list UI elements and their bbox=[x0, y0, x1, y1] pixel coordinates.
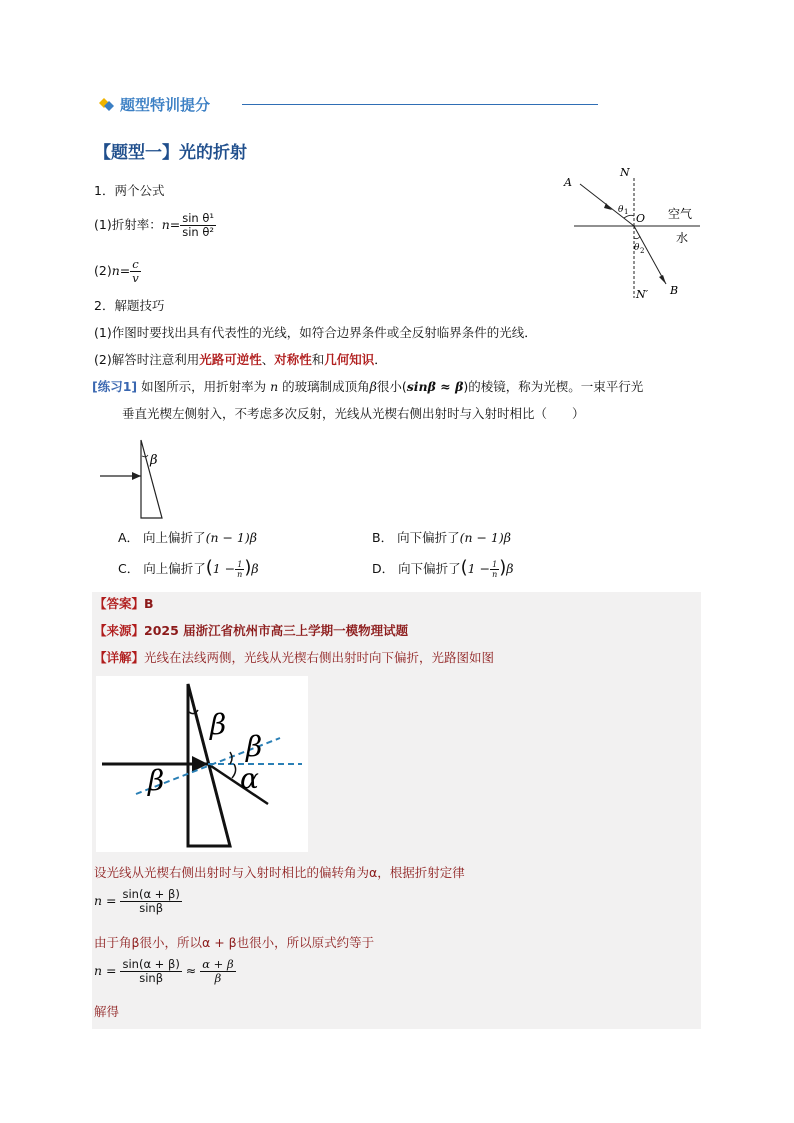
option-a-math: (n − 1)β bbox=[205, 530, 257, 545]
banner-divider bbox=[242, 104, 598, 105]
detail-beta-right: β bbox=[246, 730, 263, 763]
eq2-den2: β bbox=[214, 971, 222, 985]
tips-item-2-a: (2)解答时注意利用 bbox=[94, 352, 200, 367]
eq1-lhs: n = bbox=[94, 893, 117, 908]
tips-item-2 bbox=[94, 352, 387, 368]
option-d[interactable]: D． 向下偏折了(1 − $\frac{1}{n}$ )β bbox=[372, 557, 514, 579]
option-b-text: 向下偏折了 bbox=[397, 530, 460, 545]
label-theta1-sub: 1 bbox=[624, 208, 629, 216]
formula-1-fraction bbox=[180, 212, 216, 239]
eq1-num: sin(α + β) bbox=[122, 887, 180, 901]
tips-item-2-e: 和 bbox=[311, 352, 325, 367]
option-b-math: (n − 1)β bbox=[459, 530, 511, 545]
answer-value: B bbox=[144, 596, 154, 611]
detail-line-2: 由于角β很小，所以α + β也很小，所以原式约等于 bbox=[94, 935, 375, 950]
formulas-heading: 1．两个公式 bbox=[94, 183, 165, 198]
eq2-approx: ≈ bbox=[185, 963, 197, 978]
formula-2-fraction bbox=[130, 258, 141, 285]
tips-heading: 2．解题技巧 bbox=[94, 298, 165, 313]
source-value: 2025 届浙江省杭州市高三上学期一模物理试题 bbox=[144, 623, 409, 638]
eq2-num: sin(α + β) bbox=[122, 957, 180, 971]
eq2-fraction-2 bbox=[200, 958, 235, 985]
option-a-letter: A． bbox=[118, 530, 140, 545]
option-d-math-pre: 1 − bbox=[467, 561, 491, 576]
exercise-beta: β bbox=[369, 379, 377, 394]
option-d-fraction bbox=[490, 560, 499, 579]
label-theta2: θ bbox=[634, 243, 640, 253]
wedge-beta: β bbox=[150, 453, 158, 468]
option-c-math-pre: 1 − bbox=[212, 561, 236, 576]
formula-1-den: sin θ² bbox=[182, 225, 215, 239]
option-a[interactable] bbox=[118, 530, 257, 546]
refraction-diagram bbox=[560, 160, 702, 302]
formula-2-num: c bbox=[130, 258, 141, 272]
detail-line-1: 设光线从光楔右侧出射时与入射时相比的偏转角为α，根据折射定律 bbox=[94, 865, 465, 880]
eq1-den: sinβ bbox=[139, 901, 164, 915]
label-theta1: θ bbox=[618, 205, 624, 215]
detail-value: 光线在法线两侧，光线从光楔右侧出射时向下偏折，光路图如图 bbox=[144, 650, 495, 665]
equation-2 bbox=[94, 958, 236, 985]
formula-1-prefix: (1)折射率： bbox=[94, 217, 162, 232]
formula-1 bbox=[94, 212, 216, 239]
exercise-line-1-d: )的棱镜，称为光楔。一束平行光 bbox=[463, 379, 644, 394]
label-N: N bbox=[620, 166, 630, 179]
eq2-num2: α + β bbox=[202, 957, 234, 971]
wedge-diagram bbox=[96, 438, 176, 520]
option-b-letter: B． bbox=[372, 530, 394, 545]
eq1-fraction bbox=[120, 888, 181, 915]
label-A: A bbox=[564, 176, 572, 189]
exercise-line-1-b: 的玻璃制成顶角 bbox=[278, 379, 370, 394]
label-Nprime: N′ bbox=[636, 288, 649, 301]
tips-keyword-symmetry: 对称性 bbox=[274, 352, 312, 367]
option-b[interactable] bbox=[372, 530, 511, 546]
label-water: 水 bbox=[676, 231, 689, 245]
option-c-fraction bbox=[235, 560, 244, 579]
label-B: B bbox=[670, 284, 679, 297]
label-theta2-sub: 2 bbox=[640, 247, 645, 255]
tips-item-2-c: 、 bbox=[261, 352, 275, 367]
detail-label: 【详解】 bbox=[94, 650, 145, 665]
formula-2-den: v bbox=[132, 271, 139, 285]
detail-beta-left: β bbox=[148, 764, 165, 797]
formula-2 bbox=[94, 258, 141, 285]
eq2-den: sinβ bbox=[139, 971, 164, 985]
answer-row bbox=[94, 596, 154, 612]
option-a-text: 向上偏折了 bbox=[143, 530, 206, 545]
option-d-frac-num: 1 bbox=[490, 560, 499, 570]
source-row bbox=[94, 623, 408, 639]
tips-keyword-geometry: 几何知识 bbox=[324, 352, 375, 367]
formula-1-num: sin θ¹ bbox=[182, 211, 215, 225]
formula-2-lhs: n= bbox=[111, 263, 131, 278]
detail-row bbox=[94, 650, 494, 666]
tips-keyword-reversibility: 光路可逆性 bbox=[199, 352, 262, 367]
formula-1-lhs: n= bbox=[161, 217, 181, 232]
answer-label: 【答案】 bbox=[94, 596, 145, 611]
section-title: 【题型一】光的折射 bbox=[94, 143, 247, 163]
source-label: 【来源】 bbox=[94, 623, 145, 638]
label-air: 空气 bbox=[668, 207, 693, 221]
option-c-frac-den: n bbox=[237, 570, 243, 579]
detail-line-3: 解得 bbox=[94, 1004, 120, 1019]
banner-title: 题型特训提分 bbox=[120, 96, 211, 114]
option-c-math-post: β bbox=[251, 561, 259, 576]
exercise-tag: [练习1] bbox=[92, 379, 138, 394]
exercise-line-2: 垂直光楔左侧射入，不考虑多次反射，光线从光楔右侧出射时与入射时相比（ ） bbox=[122, 406, 585, 421]
detail-alpha: α bbox=[240, 762, 259, 795]
tips-item-2-g: ． bbox=[374, 352, 387, 367]
option-c[interactable]: C． 向上偏折了(1 − $\frac{1}{n}$ )β bbox=[118, 557, 259, 579]
option-d-text: 向下偏折了 bbox=[398, 561, 461, 576]
diamond-icon bbox=[98, 96, 116, 114]
label-O: O bbox=[636, 212, 646, 225]
equation-1 bbox=[94, 888, 182, 915]
option-d-frac-den: n bbox=[492, 570, 498, 579]
eq2-lhs: n = bbox=[94, 963, 117, 978]
exercise-n: n bbox=[270, 379, 279, 394]
exercise-line-1 bbox=[92, 379, 643, 395]
exercise-line-1-c: 很小( bbox=[376, 379, 407, 394]
detail-beta-top: β bbox=[210, 708, 227, 741]
option-c-frac-num: 1 bbox=[235, 560, 244, 570]
formula-2-prefix: (2) bbox=[94, 263, 112, 278]
light-path-diagram bbox=[96, 676, 308, 852]
option-c-text: 向上偏折了 bbox=[143, 561, 206, 576]
option-d-letter: D． bbox=[372, 561, 395, 576]
exercise-sin-approx: sinβ ≈ β bbox=[406, 379, 464, 394]
tips-item-1: (1)作图时要找出具有代表性的光线，如符合边界条件或全反射临界条件的光线． bbox=[94, 325, 537, 340]
option-c-letter: C． bbox=[118, 561, 140, 576]
option-d-math-post: β bbox=[506, 561, 514, 576]
exercise-line-1-a: 如图所示，用折射率为 bbox=[137, 379, 271, 394]
eq2-fraction-1 bbox=[120, 958, 181, 985]
